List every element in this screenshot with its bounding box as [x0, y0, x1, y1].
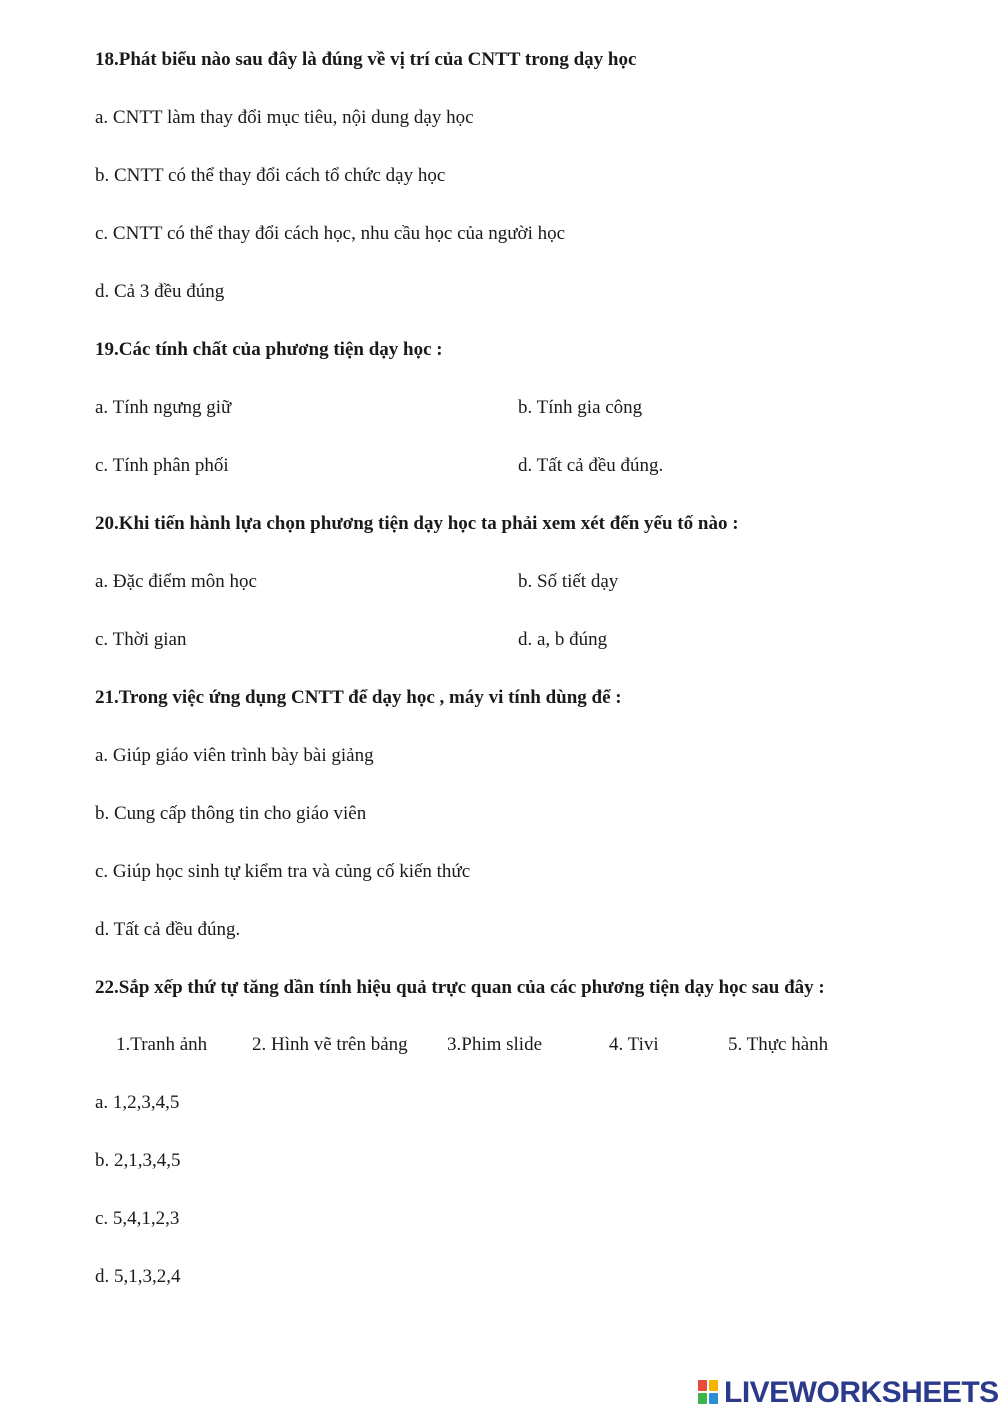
q19-option-a: a. Tính ngưng giữ [95, 397, 232, 418]
q21-option-d: d. Tất cả đều đúng. [95, 919, 241, 940]
q18-option-c: c. CNTT có thể thay đổi cách học, nhu cầu học của người học [95, 223, 566, 244]
question-21: 21.Trong việc ứng dụng CNTT để dạy học , máy vi tính dùng để : [95, 687, 622, 708]
q22-item-2: 2. Hình vẽ trên bảng [252, 1034, 408, 1055]
liveworksheets-brand[interactable] [698, 1376, 999, 1410]
q18-option-a: a. CNTT làm thay đổi mục tiêu, nội dung dạy học [95, 107, 474, 128]
q18-option-d: d. Cả 3 đều đúng [95, 281, 225, 302]
q21-option-a: a. Giúp giáo viên trình bày bài giảng [95, 745, 374, 766]
q20-option-c: c. Thời gian [95, 629, 187, 650]
q18-option-b: b. CNTT có thể thay đổi cách tổ chức dạy học [95, 165, 446, 186]
q22-option-c: c. 5,4,1,2,3 [95, 1208, 180, 1229]
q22-item-3: 3.Phim slide [447, 1034, 543, 1055]
q22-option-d: d. 5,1,3,2,4 [95, 1266, 181, 1287]
brand-name: LIVEWORKSHEETS [724, 1376, 999, 1409]
q20-option-d: d. a, b đúng [518, 629, 608, 650]
liveworksheets-logo-icon [698, 1380, 720, 1406]
q19-option-b: b. Tính gia công [518, 397, 643, 418]
q22-item-1: 1.Tranh ảnh [116, 1034, 208, 1055]
question-18: 18.Phát biểu nào sau đây là đúng về vị trí của CNTT trong dạy học [95, 49, 637, 70]
q22-item-4: 4. Tivi [609, 1034, 659, 1055]
q21-option-b: b. Cung cấp thông tin cho giáo viên [95, 803, 367, 824]
q21-option-c: c. Giúp học sinh tự kiểm tra và củng cố kiến thức [95, 861, 471, 882]
q20-option-b: b. Số tiết dạy [518, 571, 619, 592]
question-22: 22.Sắp xếp thứ tự tăng dần tính hiệu quả trực quan của các phương tiện dạy học sau đây : [95, 977, 825, 998]
question-20: 20.Khi tiến hành lựa chọn phương tiện dạy học ta phải xem xét đến yếu tố nào : [95, 513, 739, 534]
q19-option-c: c. Tính phân phối [95, 455, 229, 476]
question-19: 19.Các tính chất của phương tiện dạy học : [95, 339, 443, 360]
q19-option-d: d. Tất cả đều đúng. [518, 455, 664, 476]
q20-option-a: a. Đặc điểm môn học [95, 571, 257, 592]
q22-option-b: b. 2,1,3,4,5 [95, 1150, 181, 1171]
q22-option-a: a. 1,2,3,4,5 [95, 1092, 180, 1113]
q22-item-5: 5. Thực hành [728, 1034, 829, 1055]
